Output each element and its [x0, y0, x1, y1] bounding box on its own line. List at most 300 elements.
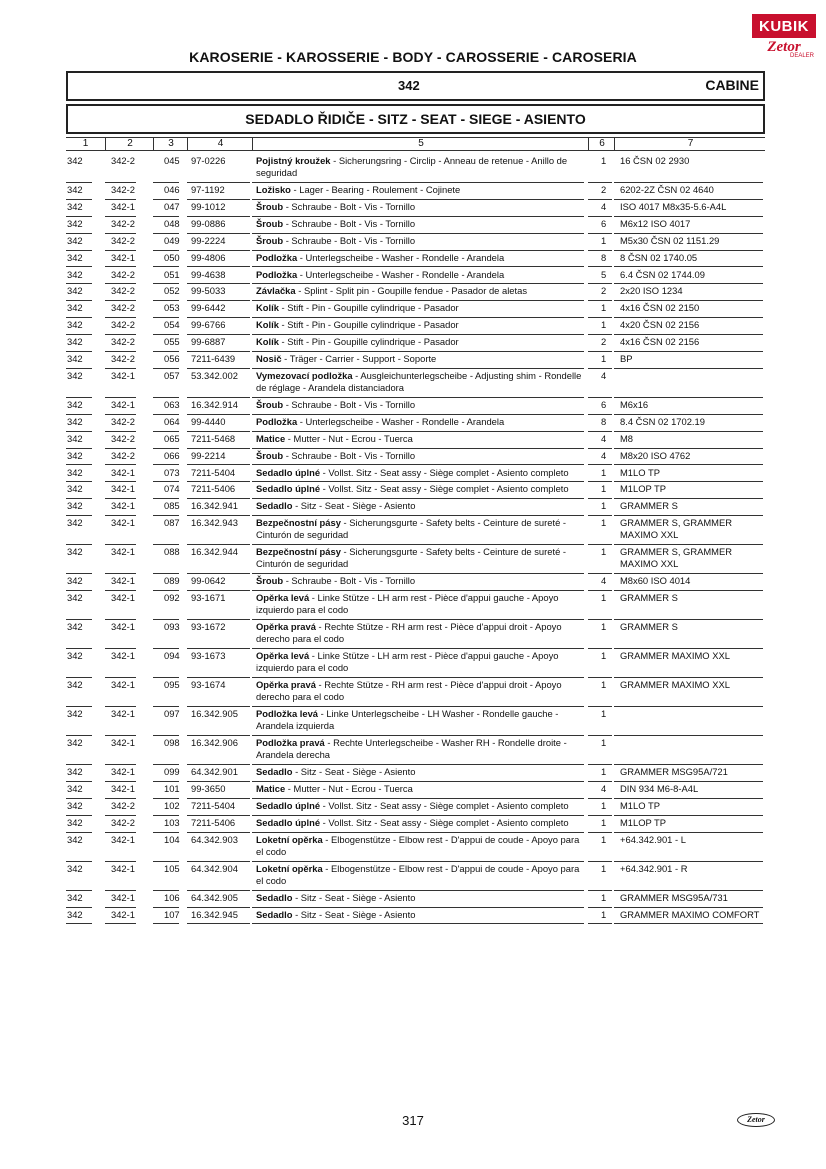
kubik-logo-text: KUBIK: [752, 14, 816, 38]
row-underline: [252, 351, 584, 352]
row-underline: [614, 351, 763, 352]
row-underline: [588, 250, 612, 251]
cell-group: 342: [67, 783, 83, 794]
row-underline: [153, 515, 179, 516]
row-underline: [153, 498, 179, 499]
cell-position: 048: [164, 217, 180, 229]
row-underline: [153, 397, 179, 398]
row-underline: [105, 216, 136, 217]
row-underline: [66, 706, 92, 707]
cell-subgroup: 342-1: [111, 483, 135, 495]
cell-quantity: 1: [601, 650, 607, 662]
row-underline: [153, 481, 179, 482]
row-underline: [614, 923, 763, 924]
row-underline: [252, 182, 584, 183]
description-primary: Sedadlo: [256, 766, 293, 778]
row-underline: [588, 283, 612, 284]
row-underline: [187, 861, 250, 862]
cell-description: [256, 909, 588, 921]
row-underline: [588, 832, 612, 833]
cell-subgroup: 342-1: [111, 708, 135, 720]
cell-part-number: 7211-6439: [191, 353, 236, 364]
cell-note: M1LO TP: [620, 799, 660, 811]
cell-note: M6x16: [620, 398, 649, 410]
cell-description: [256, 433, 588, 445]
row-underline: [105, 481, 136, 482]
cell-subgroup: 342-1: [111, 766, 135, 778]
row-underline: [187, 233, 250, 234]
table-row: [0, 834, 826, 863]
row-underline: [66, 544, 92, 545]
row-underline: [153, 573, 179, 574]
row-underline: [588, 544, 612, 545]
cell-part-number: 99-6887: [191, 336, 226, 348]
row-underline: [588, 907, 612, 908]
row-underline: [252, 283, 584, 284]
description-primary: Kolík: [256, 302, 279, 314]
cell-part-number: 7211-5406: [191, 816, 236, 828]
cell-note: 16 ČSN 02 2930: [620, 155, 690, 166]
cell-subgroup: 342-2: [111, 432, 135, 444]
row-underline: [187, 544, 250, 545]
row-underline: [105, 351, 136, 352]
cell-note: M1LOP TP: [620, 816, 667, 828]
cell-subgroup: 342-2: [111, 415, 135, 427]
cell-subgroup: 342-1: [111, 621, 135, 633]
description-translations: - Träger - Carrier - Support - Soporte: [281, 353, 437, 364]
cell-part-number: 16.342.906: [191, 737, 238, 749]
description-primary: Bezpečnostní pásy: [256, 517, 341, 529]
table-row: [0, 319, 826, 336]
cell-position: 054: [164, 319, 180, 331]
table-row: [0, 353, 826, 370]
cell-subgroup: 342-1: [111, 398, 135, 410]
row-underline: [588, 515, 612, 516]
cell-part-number: 16.342.945: [191, 908, 238, 920]
cell-group: 342: [67, 251, 83, 263]
row-underline: [105, 199, 136, 200]
cell-note: M8x20 ISO 4762: [620, 449, 691, 461]
cell-part-number: 64.342.901: [191, 766, 238, 778]
cell-subgroup: 342-1: [111, 908, 135, 920]
cell-group: 342: [67, 621, 83, 633]
row-underline: [153, 815, 179, 816]
cell-position: 045: [164, 155, 180, 166]
row-underline: [614, 448, 763, 449]
cell-subgroup: 342-2: [111, 799, 135, 811]
row-underline: [252, 199, 584, 200]
row-underline: [66, 815, 92, 816]
cell-description: [256, 450, 588, 462]
cell-position: 066: [164, 449, 180, 461]
cell-group: 342: [67, 891, 83, 903]
row-underline: [614, 815, 763, 816]
cell-position: 092: [164, 592, 180, 604]
table-row: [0, 336, 826, 353]
cell-group: 342: [67, 766, 83, 778]
row-underline: [614, 334, 763, 335]
description-translations: - Vollst. Sitz - Seat assy - Siège complet - Asiento completo: [320, 483, 569, 495]
column-header-row: [66, 137, 765, 151]
table-row: [0, 218, 826, 235]
row-underline: [614, 199, 763, 200]
table-row: [0, 546, 826, 575]
row-underline: [588, 464, 612, 465]
description-primary: Nosič: [256, 353, 282, 364]
row-underline: [252, 448, 584, 449]
cell-position: 098: [164, 737, 180, 749]
row-underline: [153, 414, 179, 415]
description-translations: - Splint - Split pin - Goupille fendue - Pasador de aletas: [295, 285, 528, 297]
row-underline: [588, 317, 612, 318]
description-translations: - Unterlegscheibe - Washer - Rondelle - Arandela: [297, 415, 505, 427]
row-underline: [187, 414, 250, 415]
cell-part-number: 99-4440: [191, 415, 226, 427]
row-underline: [614, 250, 763, 251]
row-underline: [66, 199, 92, 200]
row-underline: [153, 351, 179, 352]
cell-note: M8: [620, 432, 634, 444]
table-row: [0, 285, 826, 302]
cell-subgroup: 342-2: [111, 217, 135, 229]
row-underline: [105, 448, 136, 449]
cell-note: GRAMMER MAXIMO COMFORT: [620, 908, 760, 920]
cell-position: 085: [164, 500, 180, 512]
cell-subgroup: 342-2: [111, 184, 135, 195]
cell-position: 053: [164, 302, 180, 314]
table-row: [0, 621, 826, 650]
cell-part-number: 7211-5406: [191, 483, 236, 495]
row-underline: [187, 431, 250, 432]
row-underline: [588, 182, 612, 183]
row-underline: [153, 334, 179, 335]
cell-position: 063: [164, 398, 180, 410]
table-row: [0, 800, 826, 817]
cell-note: 4x16 ČSN 02 2156: [620, 336, 700, 348]
cell-quantity: 1: [601, 737, 607, 749]
row-underline: [252, 619, 584, 620]
row-underline: [66, 781, 92, 782]
table-row: [0, 235, 826, 252]
row-underline: [252, 706, 584, 707]
row-underline: [588, 448, 612, 449]
description-primary: Podložka: [256, 251, 298, 263]
cell-note: +64.342.901 - R: [620, 862, 688, 874]
cell-group: 342: [67, 833, 83, 845]
dealer-logo-text: DEALER: [789, 53, 814, 59]
cell-subgroup: 342-2: [111, 816, 135, 828]
row-underline: [614, 481, 763, 482]
cell-note: 6.4 ČSN 02 1744.09: [620, 268, 705, 280]
description-translations: - Vollst. Sitz - Seat assy - Siège complet - Asiento completo: [320, 466, 569, 478]
cell-subgroup: 342-1: [111, 737, 135, 749]
row-underline: [252, 431, 584, 432]
cell-note: 4x20 ČSN 02 2156: [620, 319, 700, 331]
row-underline: [105, 815, 136, 816]
cell-position: 073: [164, 466, 180, 478]
cell-group: 342: [67, 862, 83, 874]
cell-quantity: 1: [601, 908, 607, 920]
description-translations: - Schraube - Bolt - Vis - Tornillo: [283, 217, 416, 229]
cell-description: [256, 353, 588, 365]
column-header-6: 6: [588, 138, 615, 150]
cell-part-number: 16.342.944: [191, 546, 238, 558]
cell-description: [256, 650, 588, 674]
row-underline: [187, 216, 250, 217]
table-row: [0, 909, 826, 926]
cell-description: [256, 235, 588, 247]
description-primary: Opěrka pravá: [256, 679, 316, 691]
description-translations: - Mutter - Nut - Ecrou - Tuerca: [285, 432, 413, 444]
description-primary: Šroub: [256, 575, 284, 587]
cell-subgroup: 342-1: [111, 592, 135, 604]
cell-description: [256, 679, 588, 703]
cell-note: GRAMMER S: [620, 500, 678, 512]
table-row: [0, 783, 826, 800]
cell-note: GRAMMER MSG95A/731: [620, 891, 728, 903]
row-underline: [105, 334, 136, 335]
cell-quantity: 1: [601, 816, 607, 828]
row-underline: [187, 481, 250, 482]
description-translations: - Schraube - Bolt - Vis - Tornillo: [283, 575, 416, 587]
description-primary: Šroub: [256, 217, 284, 229]
row-underline: [153, 781, 179, 782]
description-primary: Podložka: [256, 268, 298, 280]
cell-part-number: 97-0226: [191, 155, 226, 166]
row-underline: [153, 706, 179, 707]
row-underline: [153, 890, 179, 891]
cell-group: 342: [67, 184, 83, 195]
row-underline: [153, 464, 179, 465]
description-translations: - Rechte Unterlegscheibe - Washer RH - Rondelle droite - Arandela derecha: [256, 737, 567, 761]
cell-note: 4x16 ČSN 02 2150: [620, 302, 700, 314]
cell-description: [256, 546, 588, 570]
cell-part-number: 99-1012: [191, 200, 226, 212]
cell-subgroup: 342-2: [111, 353, 135, 364]
cell-note: BP: [620, 353, 633, 364]
description-translations: - Rechte Stütze - RH arm rest - Pièce d'appui droit - Apoyo derecho para el codo: [256, 679, 562, 703]
row-underline: [66, 182, 92, 183]
row-underline: [187, 515, 250, 516]
cell-subgroup: 342-2: [111, 155, 135, 166]
description-translations: - Vollst. Sitz - Seat assy - Siège complet - Asiento completo: [320, 816, 569, 828]
description-translations: - Sitz - Seat - Siège - Asiento: [292, 766, 416, 778]
row-underline: [614, 498, 763, 499]
row-underline: [252, 677, 584, 678]
cell-quantity: 4: [601, 449, 607, 461]
row-underline: [153, 735, 179, 736]
cell-group: 342: [67, 155, 83, 166]
row-underline: [187, 448, 250, 449]
row-underline: [105, 798, 136, 799]
row-underline: [252, 250, 584, 251]
cell-quantity: 1: [601, 592, 607, 604]
row-underline: [66, 573, 92, 574]
cell-part-number: 53.342.002: [191, 369, 238, 381]
row-underline: [614, 182, 763, 183]
cell-note: M5x30 ČSN 02 1151.29: [620, 234, 720, 246]
description-primary: Matice: [256, 783, 286, 794]
row-underline: [187, 923, 250, 924]
row-underline: [187, 648, 250, 649]
cell-subgroup: 342-1: [111, 679, 135, 691]
description-primary: Sedadlo: [256, 891, 293, 903]
cell-group: 342: [67, 799, 83, 811]
row-underline: [187, 300, 250, 301]
cell-group: 342: [67, 816, 83, 828]
cell-part-number: 7211-5404: [191, 799, 236, 811]
row-underline: [187, 890, 250, 891]
row-underline: [153, 199, 179, 200]
description-translations: - Stift - Pin - Goupille cylindrique - Pasador: [278, 336, 459, 348]
row-underline: [105, 619, 136, 620]
row-underline: [153, 798, 179, 799]
row-underline: [588, 368, 612, 369]
row-underline: [614, 735, 763, 736]
cell-subgroup: 342-2: [111, 302, 135, 314]
group-box: [66, 71, 765, 101]
cell-position: 097: [164, 708, 180, 720]
footer-zetor-logo: Zetor: [737, 1113, 775, 1127]
row-underline: [66, 368, 92, 369]
row-underline: [66, 832, 92, 833]
cell-group: 342: [67, 575, 83, 587]
cell-group: 342: [67, 336, 83, 348]
cell-quantity: 2: [601, 336, 607, 348]
row-underline: [105, 414, 136, 415]
description-translations: - Lager - Bearing - Roulement - Cojinete: [290, 184, 461, 195]
row-underline: [66, 334, 92, 335]
cell-group: 342: [67, 398, 83, 410]
row-underline: [614, 414, 763, 415]
description-primary: Podložka levá: [256, 708, 319, 720]
row-underline: [187, 182, 250, 183]
cell-description: [256, 399, 588, 411]
table-row: [0, 302, 826, 319]
cell-group: 342: [67, 319, 83, 331]
cell-quantity: 1: [601, 517, 607, 529]
cell-description: [256, 416, 588, 428]
row-underline: [614, 590, 763, 591]
row-underline: [614, 890, 763, 891]
table-row: [0, 433, 826, 450]
cell-subgroup: 342-2: [111, 336, 135, 348]
cell-group: 342: [67, 466, 83, 478]
row-underline: [153, 283, 179, 284]
description-primary: Šroub: [256, 200, 284, 212]
row-underline: [588, 431, 612, 432]
description-primary: Sedadlo úplné: [256, 799, 321, 811]
row-underline: [153, 590, 179, 591]
cell-description: [256, 592, 588, 616]
row-underline: [187, 832, 250, 833]
cell-group: 342: [67, 268, 83, 280]
description-primary: Opěrka levá: [256, 592, 310, 604]
cell-subgroup: 342-1: [111, 200, 135, 212]
description-primary: Šroub: [256, 398, 284, 410]
table-row: [0, 863, 826, 892]
row-underline: [105, 648, 136, 649]
cell-position: 052: [164, 285, 180, 297]
cell-note: GRAMMER S, GRAMMER MAXIMO XXL: [620, 546, 732, 570]
row-underline: [588, 798, 612, 799]
cell-position: 089: [164, 575, 180, 587]
row-underline: [614, 781, 763, 782]
row-underline: [588, 216, 612, 217]
row-underline: [66, 414, 92, 415]
row-underline: [614, 368, 763, 369]
cell-position: 088: [164, 546, 180, 558]
row-underline: [588, 199, 612, 200]
row-underline: [187, 764, 250, 765]
cell-description: [256, 783, 588, 795]
table-row: [0, 483, 826, 500]
description-translations: - Unterlegscheibe - Washer - Rondelle - Arandela: [297, 251, 505, 263]
row-underline: [252, 815, 584, 816]
row-underline: [66, 250, 92, 251]
row-underline: [252, 464, 584, 465]
row-underline: [614, 619, 763, 620]
cell-description: [256, 184, 588, 196]
cell-part-number: 7211-5404: [191, 466, 236, 478]
cell-quantity: 1: [601, 766, 607, 778]
row-underline: [614, 706, 763, 707]
cell-description: [256, 269, 588, 281]
cell-position: 102: [164, 799, 180, 811]
row-underline: [588, 677, 612, 678]
table-row: [0, 155, 826, 184]
row-underline: [588, 923, 612, 924]
row-underline: [153, 544, 179, 545]
cell-quantity: 4: [601, 783, 607, 794]
cell-part-number: 16.342.905: [191, 708, 238, 720]
row-underline: [66, 233, 92, 234]
row-underline: [66, 464, 92, 465]
cell-position: 074: [164, 483, 180, 495]
cell-quantity: 6: [601, 398, 607, 410]
cell-description: [256, 370, 588, 394]
cell-description: [256, 863, 588, 887]
table-row: [0, 269, 826, 286]
description-translations: - Sicherungsgurte - Safety belts - Ceinture de sureté - Cinturón de seguridad: [256, 517, 567, 541]
table-row: [0, 252, 826, 269]
cell-part-number: 99-0886: [191, 217, 226, 229]
row-underline: [153, 317, 179, 318]
table-row: [0, 679, 826, 708]
row-underline: [153, 861, 179, 862]
cell-group: 342: [67, 679, 83, 691]
description-translations: - Sitz - Seat - Siège - Asiento: [292, 908, 416, 920]
cell-note: +64.342.901 - L: [620, 833, 686, 845]
cell-description: [256, 800, 588, 812]
description-translations: - Schraube - Bolt - Vis - Tornillo: [283, 200, 416, 212]
cell-description: [256, 500, 588, 512]
row-underline: [66, 923, 92, 924]
row-underline: [588, 266, 612, 267]
column-header-5: 5: [252, 138, 589, 150]
row-underline: [66, 890, 92, 891]
row-underline: [105, 266, 136, 267]
row-underline: [614, 317, 763, 318]
cell-position: 095: [164, 679, 180, 691]
table-row: [0, 650, 826, 679]
description-primary: Vymezovací podložka: [256, 369, 353, 381]
row-underline: [66, 300, 92, 301]
cell-part-number: 99-5033: [191, 285, 226, 297]
row-underline: [614, 283, 763, 284]
row-underline: [588, 590, 612, 591]
row-underline: [153, 677, 179, 678]
